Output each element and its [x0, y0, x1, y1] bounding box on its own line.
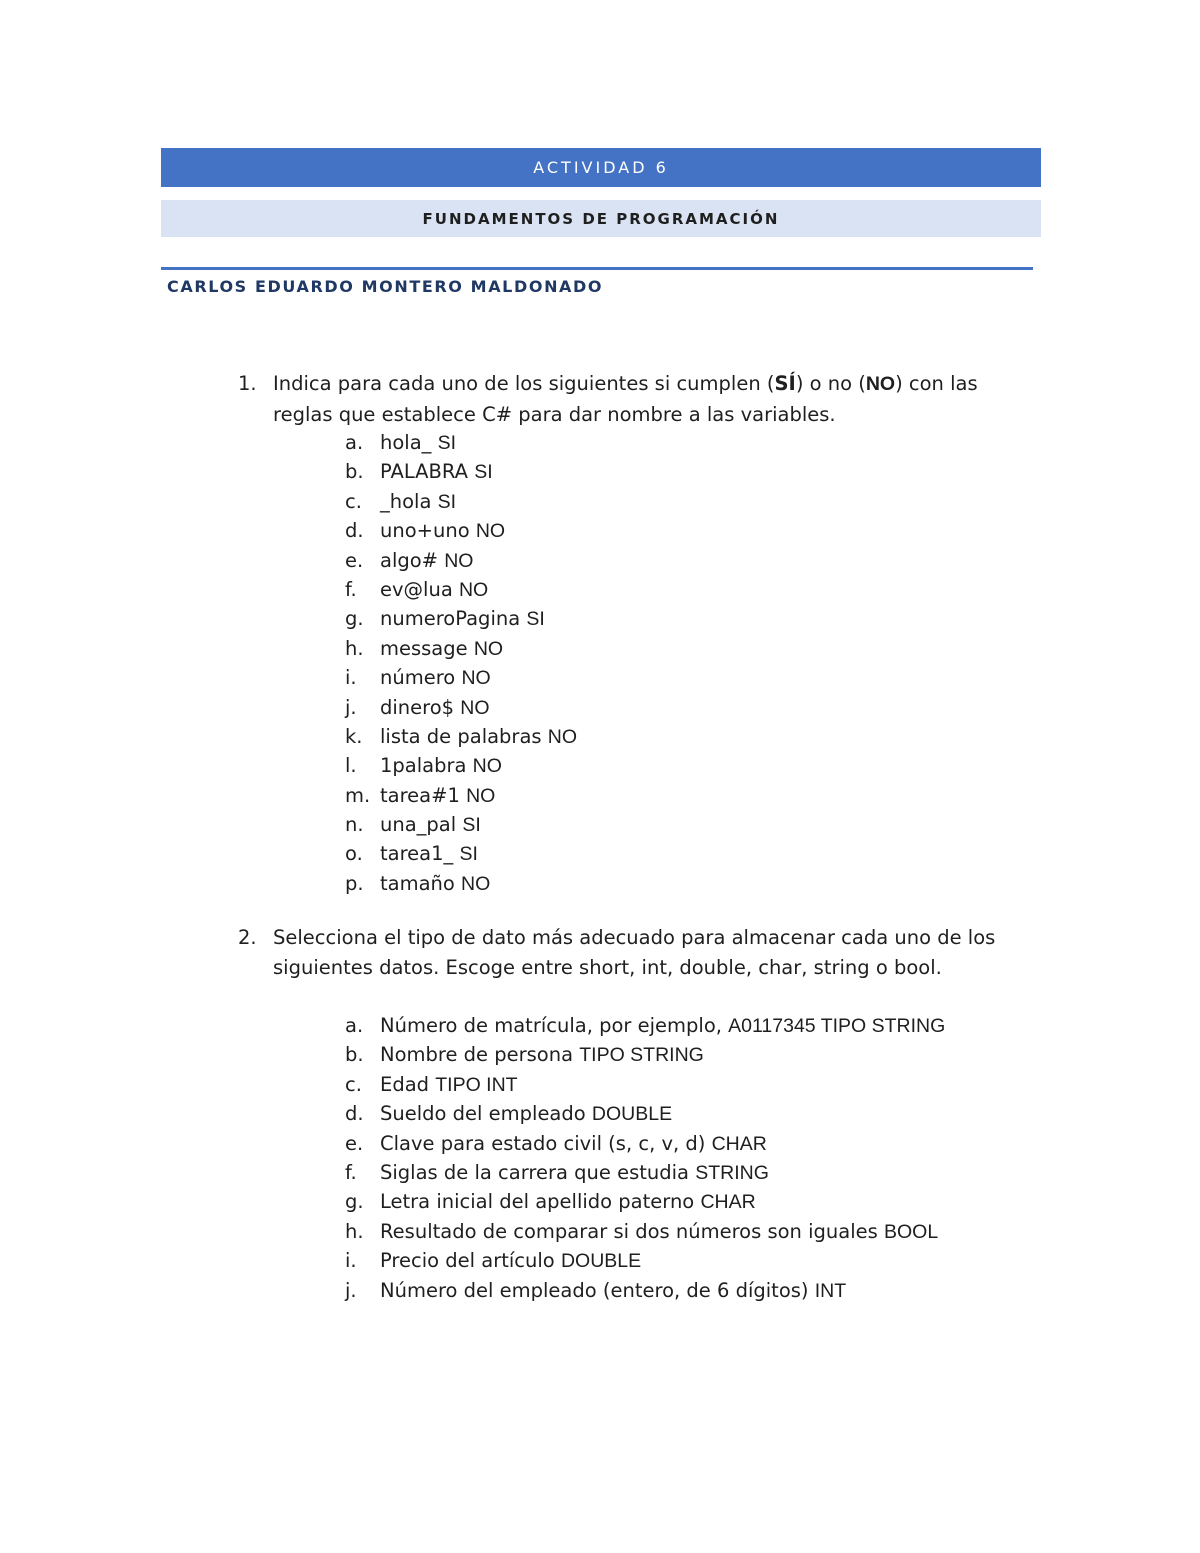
list-item	[0, 1070, 1200, 1099]
item-name: tarea1_	[380, 842, 454, 866]
item-name: número	[380, 666, 456, 690]
list-item-letter: f.	[345, 577, 357, 601]
list-item-letter: o.	[345, 842, 363, 866]
item-name: uno+uno	[380, 519, 470, 543]
list-item-text	[380, 1040, 704, 1070]
list-item-text	[380, 1129, 767, 1159]
list-item	[0, 1217, 1200, 1246]
list-item-letter: b.	[345, 460, 364, 484]
list-item-text	[380, 1011, 945, 1041]
list-item-text	[380, 1276, 846, 1306]
list-item	[0, 1099, 1200, 1128]
item-answer: CHAR	[700, 1191, 756, 1214]
item-answer: SI	[459, 843, 478, 866]
list-item-letter: b.	[345, 1043, 364, 1067]
list-item-letter: d.	[345, 1102, 364, 1126]
item-name: Sueldo del empleado	[380, 1102, 586, 1126]
item-answer: CHAR	[711, 1132, 767, 1155]
list-item-letter: j.	[345, 1278, 357, 1302]
item-name: Letra inicial del apellido paterno	[380, 1190, 695, 1214]
item-name: Edad	[380, 1072, 430, 1096]
list-item	[0, 663, 1200, 692]
item-answer: NO	[458, 578, 489, 601]
list-item-text	[380, 722, 577, 752]
item-name: Resultado de comparar si dos números son iguales	[380, 1219, 878, 1243]
list-item-letter: n.	[345, 813, 364, 837]
item-answer: NO	[547, 725, 578, 748]
item-answer: A0117345 TIPO STRING	[728, 1015, 946, 1037]
item-name: Siglas de la carrera que estudia	[380, 1160, 689, 1184]
list-item-text	[380, 751, 502, 781]
item-answer: SI	[526, 608, 545, 631]
item-name: hola_	[380, 431, 432, 454]
item-answer: TIPO INT	[435, 1073, 518, 1096]
item-answer: SI	[474, 461, 493, 484]
item-answer: NO	[472, 755, 502, 778]
list-item-letter: a.	[345, 1014, 364, 1037]
list-item-letter: e.	[345, 548, 364, 572]
list-item	[0, 575, 1200, 604]
list-item-text	[380, 663, 491, 693]
list-item	[0, 428, 1200, 457]
list-item-letter: a.	[345, 431, 364, 454]
list-item	[0, 693, 1200, 722]
list-item	[0, 1276, 1200, 1305]
course-title: FUNDAMENTOS DE PROGRAMACIÓN	[422, 209, 780, 228]
list-item-text	[380, 693, 490, 723]
item-answer: BOOL	[884, 1220, 939, 1243]
list-item-letter: l.	[345, 754, 357, 778]
list-item	[0, 869, 1200, 898]
list-item	[0, 751, 1200, 780]
question-number: 1.	[238, 372, 257, 395]
item-name: Número del empleado (entero, de 6 dígitos)	[380, 1278, 809, 1302]
list-item-text	[380, 1099, 672, 1129]
item-answer: NO	[466, 784, 496, 807]
list-item	[0, 1040, 1200, 1069]
list-item-letter: j.	[345, 695, 357, 719]
item-answer: NO	[461, 872, 491, 895]
item-name: dinero$	[380, 695, 455, 719]
list-item-letter: m.	[345, 783, 371, 807]
list-item-letter: i.	[345, 666, 357, 690]
list-item-letter: h.	[345, 636, 364, 660]
list-item-text	[380, 575, 488, 605]
list-item-text	[380, 634, 503, 664]
list-item	[0, 1246, 1200, 1275]
list-item	[0, 457, 1200, 486]
item-answer: NO	[460, 696, 490, 719]
list-item-text	[380, 1217, 938, 1247]
list-item-text	[380, 546, 473, 576]
item-answer: NO	[444, 549, 474, 572]
list-item-letter: p.	[345, 871, 364, 895]
list-item-letter: c.	[345, 1072, 362, 1096]
list-item-text	[380, 869, 490, 899]
item-name: numeroPagina	[380, 607, 521, 631]
item-answer: DOUBLE	[591, 1103, 673, 1126]
item-answer: SI	[437, 490, 457, 513]
item-name: _hola	[380, 489, 432, 513]
item-name: Clave para estado civil (s, c, v, d)	[380, 1131, 706, 1155]
list-item-letter: d.	[345, 519, 364, 543]
list-item-text	[380, 1246, 641, 1276]
list-item	[0, 722, 1200, 751]
list-item-letter: i.	[345, 1249, 357, 1273]
activity-title: ACTIVIDAD 6	[533, 158, 669, 177]
list-item-text	[380, 516, 505, 546]
item-answer: NO	[475, 520, 506, 543]
list-item-text	[380, 810, 481, 840]
item-name: Número de matrícula, por ejemplo,	[380, 1014, 722, 1037]
item-answer: SI	[462, 814, 481, 837]
item-name: message	[380, 636, 468, 660]
list-item-text	[380, 1187, 756, 1217]
item-name: Precio del artículo	[380, 1249, 555, 1273]
list-item	[0, 1129, 1200, 1158]
no-label: NO	[865, 373, 896, 395]
list-item-text	[380, 1158, 769, 1188]
item-name: tamaño	[380, 871, 455, 895]
list-item	[0, 1158, 1200, 1187]
list-item	[0, 634, 1200, 663]
list-item	[0, 810, 1200, 839]
question-text: Indica para cada uno de los siguientes si cumplen (SÍ) o no (NO) con las reglas que establece C# para dar nombre a las variables.	[273, 372, 978, 426]
question-text: Selecciona el tipo de dato más adecuado para almacenar cada uno de los siguientes datos. Escoge entre short, int, double, char, string o bool.	[273, 926, 996, 979]
item-answer: NO	[473, 637, 504, 660]
list-item-text	[380, 428, 456, 458]
list-item-text	[380, 487, 456, 517]
list-item-letter: k.	[345, 724, 363, 748]
question-1-items	[0, 428, 1200, 898]
list-item	[0, 781, 1200, 810]
item-answer: TIPO STRING	[579, 1044, 704, 1067]
item-name: una_pal	[380, 813, 457, 837]
item-name: algo#	[380, 548, 439, 572]
yes-label: SÍ	[774, 372, 796, 395]
item-answer: NO	[461, 667, 491, 690]
question-number: 2.	[238, 926, 257, 949]
list-item-text	[380, 1070, 518, 1100]
item-name: lista de palabras	[380, 724, 542, 748]
list-item	[0, 516, 1200, 545]
list-item-text	[380, 781, 495, 811]
list-item-text	[380, 457, 493, 487]
list-item	[0, 839, 1200, 868]
course-banner	[161, 200, 1041, 237]
item-name: 1palabra	[380, 754, 467, 778]
list-item-text	[380, 604, 545, 634]
list-item	[0, 1187, 1200, 1216]
item-answer: DOUBLE	[560, 1250, 642, 1273]
item-name: Nombre de persona	[380, 1043, 574, 1067]
list-item-letter: f.	[345, 1160, 357, 1184]
activity-banner	[161, 148, 1041, 187]
item-name: tarea#1	[380, 783, 460, 807]
item-name: ev@lua	[380, 577, 453, 601]
list-item	[0, 604, 1200, 633]
list-item	[0, 1011, 1200, 1040]
list-item-letter: c.	[345, 489, 362, 513]
list-item-letter: e.	[345, 1131, 364, 1155]
list-item-text	[380, 839, 478, 869]
item-answer: INT	[814, 1279, 847, 1302]
list-item-letter: h.	[345, 1219, 364, 1243]
author-divider	[161, 267, 1033, 270]
list-item-letter: g.	[345, 1190, 364, 1214]
item-answer: STRING	[695, 1161, 769, 1184]
author-name: CARLOS EDUARDO MONTERO MALDONADO	[167, 277, 604, 296]
question-2-items	[0, 1011, 1200, 1305]
item-answer: SI	[437, 432, 457, 454]
item-name: PALABRA	[380, 460, 468, 484]
list-item-letter: g.	[345, 607, 364, 631]
list-item	[0, 487, 1200, 516]
list-item	[0, 546, 1200, 575]
